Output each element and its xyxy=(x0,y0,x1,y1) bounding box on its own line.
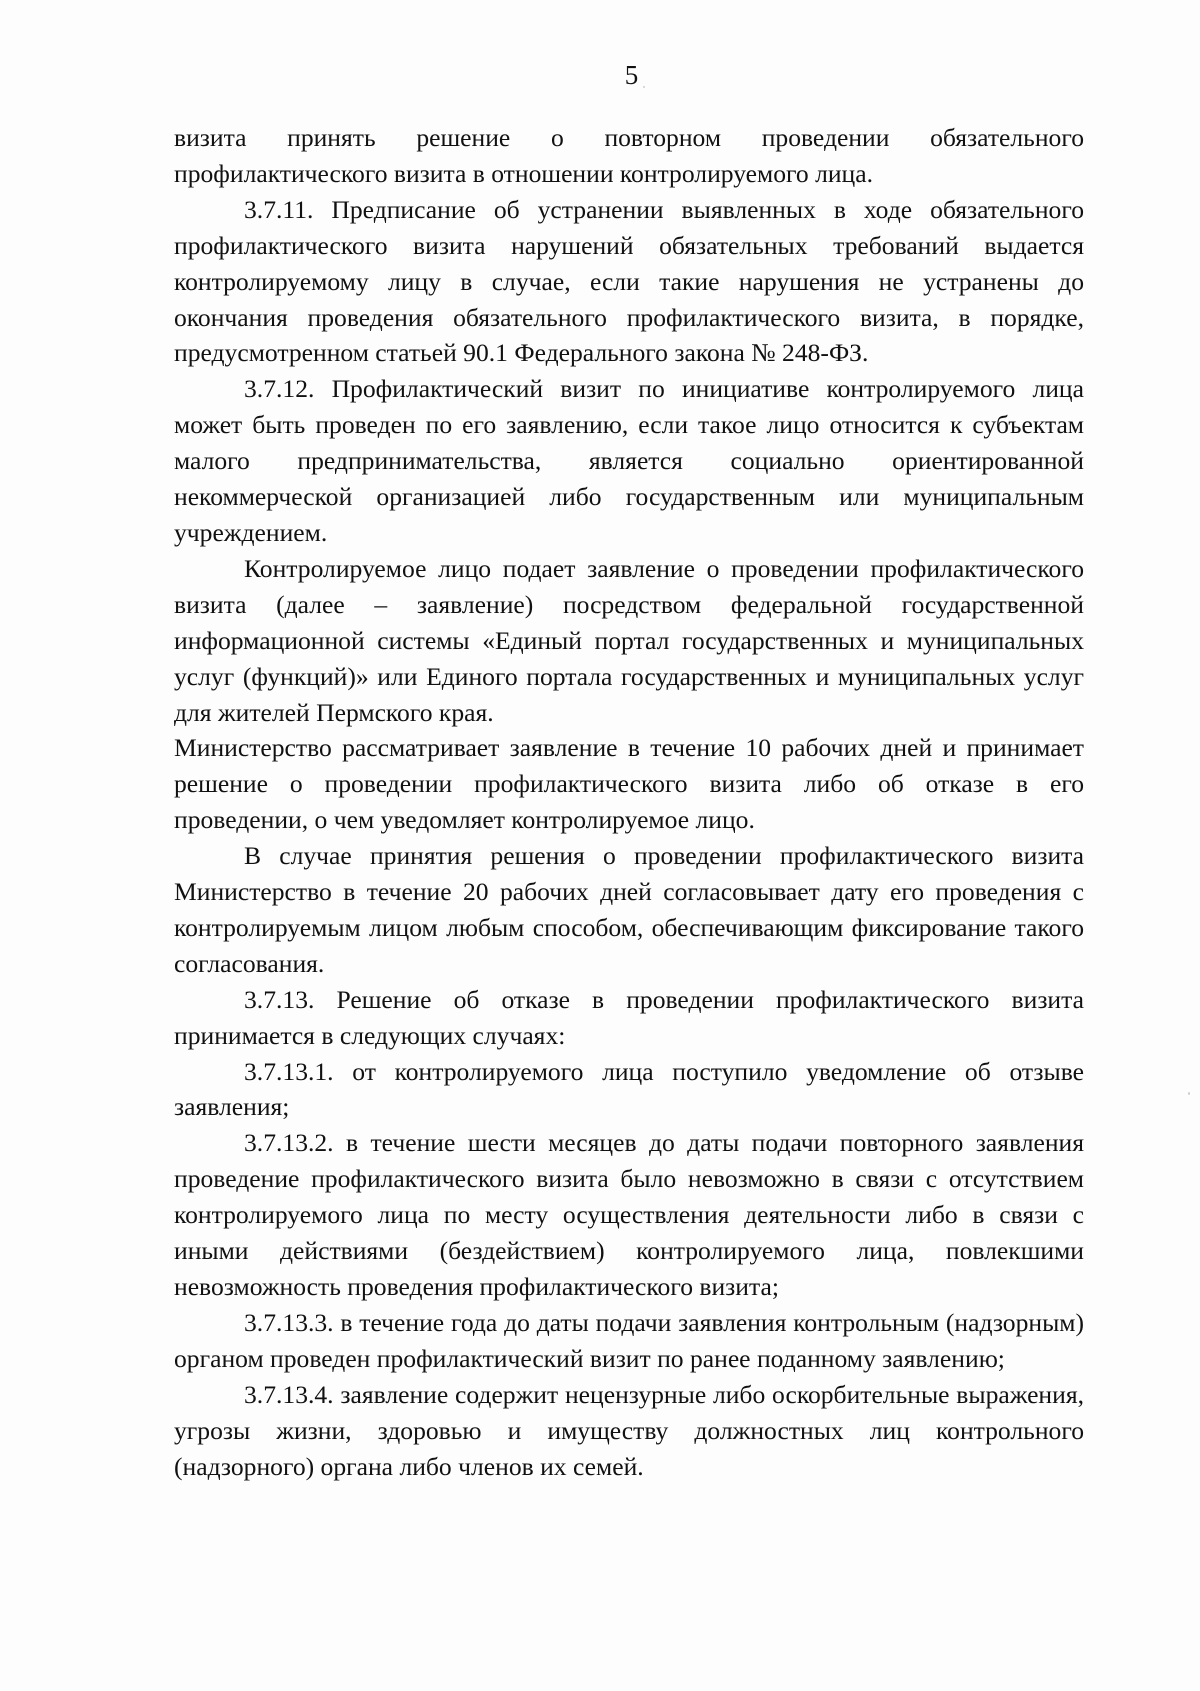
page-number: 5 xyxy=(624,60,639,90)
paragraph-3-7-13-1: 3.7.13.1. от контролируемого лица поступило уведомление об отзыве заявления; xyxy=(174,1056,1084,1122)
paragraph-3-7-12: 3.7.12. Профилактический визит по инициативе контролируемого лица может быть проведен по его заявлению, если такое лицо относится к субъектам малого предпринимательства, является социально ориентированной некоммерческой организацией либо государственным или муниципальным учреждением. xyxy=(174,374,1084,547)
paragraph-3-7-13: 3.7.13. Решение об отказе в проведении профилактического визита принимается в следующих случаях: xyxy=(174,984,1084,1050)
scan-speck xyxy=(643,86,645,88)
paragraph-application-submission: Контролируемое лицо подает заявление о проведении профилактического визита (далее – заявление) посредством федеральной государственной информационной системы «Единый портал государственных и муниципальных услуг (функций)» или Единого портала государственных и муниципальных услуг для жителей Пермского края. xyxy=(174,553,1084,727)
paragraph-3-7-13-4: 3.7.13.4. заявление содержит нецензурные либо оскорбительные выражения, угрозы жизни, здоровью и имуществу должностных лиц контрольного (надзорного) органа либо членов их семей. xyxy=(174,1379,1084,1481)
paragraph-visit-date-agreement: В случае принятия решения о проведении профилактического визита Министерство в течение 20 рабочих дней согласовывает дату его проведения с контролируемым лицом любым способом, обеспечивающим фиксирование такого согласования. xyxy=(174,841,1084,978)
paragraph-3-7-13-2: 3.7.13.2. в течение шести месяцев до даты подачи повторного заявления проведение профилактического визита было невозможно в связи с отсутствием контролируемого лица по месту осуществления деятельности либо в связи с иными действиями (бездействием) контролируемого лица, повлекшими невозможность проведения профилактического визита; xyxy=(174,1128,1084,1301)
document-body xyxy=(174,120,1084,1484)
scan-speck xyxy=(1188,1092,1190,1095)
paragraph-continuation: визита принять решение о повторном проведении обязательного профилактического визита в отношении контролируемого лица. xyxy=(174,123,1084,188)
paragraph-3-7-13-3: 3.7.13.3. в течение года до даты подачи заявления контрольным (надзорным) органом проведен профилактический визит по ранее поданному заявлению; xyxy=(174,1307,1084,1373)
paragraph-ministry-review: Министерство рассматривает заявление в течение 10 рабочих дней и принимает решение о проведении профилактического визита либо об отказе в его проведении, о чем уведомляет контролируемое лицо. xyxy=(174,733,1084,835)
paragraph-3-7-11: 3.7.11. Предписание об устранении выявленных в ходе обязательного профилактического визита нарушений обязательных требований выдается контролируемому лицу в случае, если такие нарушения не устранены до окончания проведения обязательного профилактического визита, в порядке, предусмотренном статьей 90.1 Федерального закона № 248-ФЗ. xyxy=(174,194,1084,368)
